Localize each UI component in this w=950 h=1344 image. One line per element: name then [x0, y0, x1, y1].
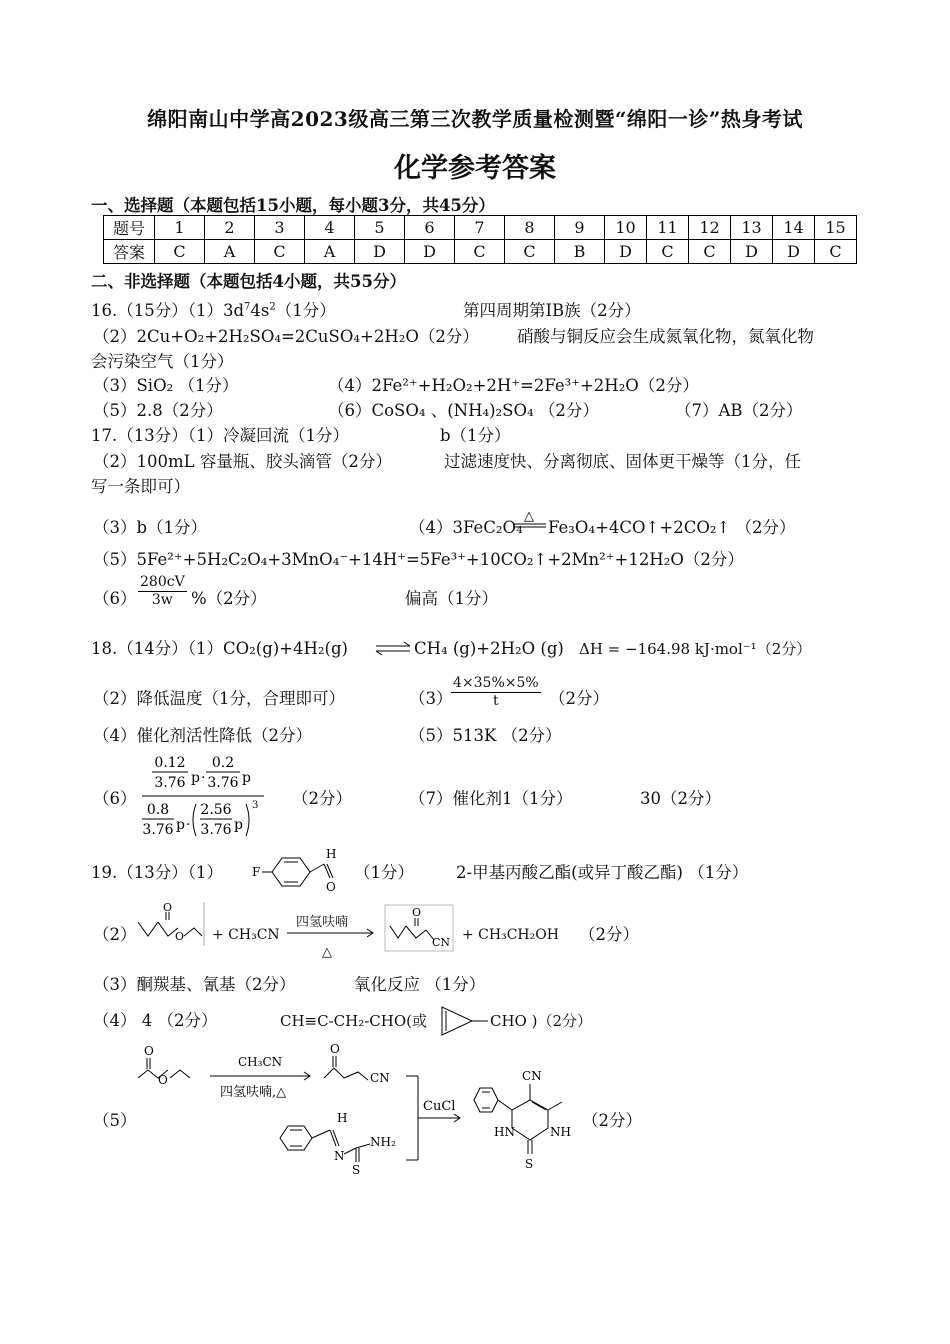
table-cell-number: 11	[647, 216, 689, 240]
heat-arrow-icon	[512, 506, 548, 532]
q19-l5b: （2分）	[582, 1111, 642, 1130]
table-cell-answer: D	[773, 240, 815, 264]
table-header-answer: 答案	[104, 240, 155, 264]
table-cell-number: 10	[605, 216, 647, 240]
table-cell-number: 13	[731, 216, 773, 240]
doc-subtitle: 化学参考答案	[394, 153, 556, 184]
ketonitrile-structure	[384, 904, 456, 954]
synthesis-route	[130, 1040, 650, 1180]
q19-l2cond2: △	[322, 945, 332, 960]
kp-expression	[138, 752, 268, 842]
q17-l2b: 过滤速度快、分离彻底、固体更干燥等（1分，任	[444, 452, 801, 471]
table-cell-number: 5	[355, 216, 405, 240]
kp-t9: 3	[252, 800, 259, 811]
atom-s1: S	[352, 1163, 361, 1177]
q18-l2a: （2）降低温度（1分，合理即可）	[93, 689, 345, 708]
route-catalyst: CuCl	[423, 1099, 456, 1114]
table-header-number: 题号	[104, 216, 155, 240]
svg-text:H: H	[337, 1111, 348, 1125]
section-1-heading: 一、选择题（本题包括15小题，每小题3分，共45分）	[91, 196, 495, 215]
atom-h1: H	[326, 847, 337, 861]
q19-l3b: 氧化反应 （1分）	[354, 975, 486, 994]
table-cell-answer: C	[647, 240, 689, 264]
q16-l1a: 16.（15分）（1）3d	[91, 301, 245, 320]
q19-l2b: + CH₃CN	[212, 927, 280, 943]
q18-l2b: （3）	[409, 689, 453, 708]
q18-l4d: 30（2分）	[640, 789, 721, 808]
table-cell-answer: A	[305, 240, 355, 264]
table-cell-answer: D	[355, 240, 405, 264]
svg-text:·: ·	[201, 770, 206, 786]
q17-l4c: Fe₃O₄+4CO↑+2CO₂↑ （2分）	[548, 518, 796, 537]
q16-l1b: 4s	[250, 301, 270, 320]
q19-l2a: （2）	[93, 925, 137, 944]
svg-text:O: O	[330, 1042, 340, 1056]
route-reagent: CH₃CN	[238, 1055, 283, 1069]
atom-hn: HN	[494, 1125, 515, 1139]
table-cell-number: 3	[255, 216, 305, 240]
q17-l4a: （3）b（1分）	[93, 518, 208, 537]
kp-t0: 0.12	[154, 755, 186, 771]
table-cell-number: 12	[689, 216, 731, 240]
q17-l1b: b（1分）	[440, 426, 511, 445]
table-cell-number: 14	[773, 216, 815, 240]
q17-l3: 写一条即可）	[91, 477, 190, 496]
q16-l2: （2）2Cu+O₂+2H₂SO₄=2CuSO₄+2H₂O（2分）	[93, 327, 479, 346]
atom-cn2: CN	[522, 1069, 542, 1083]
table-cell-answer: B	[555, 240, 605, 264]
q18-l2c: （2分）	[549, 689, 609, 708]
q18-frac-num: 4×35%×5%	[453, 675, 539, 691]
atom-f: F	[252, 865, 261, 879]
table-cell-number: 9	[555, 216, 605, 240]
table-cell-number: 2	[205, 216, 255, 240]
route-condition: 四氢呋喃,△	[220, 1085, 287, 1100]
section-2-heading: 二、非选择题（本题包括4小题，共55分）	[91, 272, 406, 291]
table-cell-answer: C	[255, 240, 305, 264]
q16-l2b: 硝酸与铜反应会生成氮氧化物，氮氧化物	[517, 327, 814, 346]
kp-t6: 2.56	[200, 802, 232, 818]
q19-l1c: 2-甲基丙酸乙酯(或异丁酸乙酯) （1分）	[456, 863, 749, 882]
q16-l4b: （4）2Fe²⁺+H₂O₂+2H⁺=2Fe³⁺+2H₂O（2分）	[328, 376, 699, 395]
q18-l1b: CH₄ (g)+2H₂O (g)	[414, 639, 564, 658]
ethyl-isobutyrate-structure	[134, 900, 206, 948]
table-cell-number: 1	[155, 216, 205, 240]
table-cell-answer: D	[605, 240, 647, 264]
q16-l3: 会污染空气（1分）	[91, 352, 234, 371]
q17-l6a: （6）	[93, 589, 137, 608]
q17-l5: （5）5Fe²⁺+5H₂C₂O₄+3MnO₄⁻+14H⁺=5Fe³⁺+10CO₂↑+2Mn²⁺+12H₂O（2分）	[93, 550, 744, 569]
svg-text:O: O	[144, 1044, 154, 1058]
q16-l5b: （6）CoSO₄ 、(NH₄)₂SO₄ （2分）	[328, 401, 599, 420]
answer-table-answer-row	[104, 240, 857, 264]
q19-l2cond1: 四氢呋喃	[296, 915, 349, 930]
atom-o4b: O	[412, 906, 422, 919]
table-cell-answer: A	[205, 240, 255, 264]
q18-l4a: （6）	[93, 789, 137, 808]
q19-l1b: （1分）	[354, 863, 414, 882]
equilibrium-arrow-icon	[374, 640, 412, 658]
q18-fraction	[451, 675, 541, 710]
q19-l4a: （4） 4 （2分）	[93, 1011, 218, 1030]
table-cell-number: 7	[455, 216, 505, 240]
answer-table	[103, 215, 857, 264]
kp-t8d: p	[234, 817, 243, 833]
q17-fraction	[138, 574, 187, 609]
table-cell-answer: C	[455, 240, 505, 264]
q19-l1a: 19.（13分）（1）	[91, 863, 223, 882]
atom-nh2: NH₂	[370, 1135, 396, 1149]
table-cell-answer: C	[689, 240, 731, 264]
atom-nh: NH	[550, 1125, 571, 1139]
kp-t2: 0.2	[211, 755, 235, 771]
q17-l1: 17.（13分）（1）冷凝回流（1分）	[91, 426, 349, 445]
table-cell-number: 8	[505, 216, 555, 240]
q18-l3a: （4）催化剂活性降低（2分）	[93, 726, 312, 745]
answer-table-number-row	[104, 216, 857, 240]
kp-t8a: p	[191, 770, 200, 786]
table-cell-answer: D	[405, 240, 455, 264]
doc-title: 绵阳南山中学高2023级高三第三次教学质量检测暨“绵阳一诊”热身考试	[147, 107, 803, 131]
atom-s2: S	[525, 1157, 534, 1171]
svg-text:N: N	[334, 1149, 345, 1163]
q18-l3b: （5）513K （2分）	[409, 726, 562, 745]
q16-l1c: （1分）	[275, 301, 336, 320]
table-cell-number: 6	[405, 216, 455, 240]
q19-l5a: （5）	[93, 1111, 137, 1130]
q19-l4b: CH≡C-CH₂-CHO(或	[280, 1012, 428, 1030]
q17-l6b: %（2分）	[191, 589, 267, 608]
svg-text:△: △	[524, 509, 534, 524]
table-cell-answer: C	[505, 240, 555, 264]
q17-frac-num: 280cV	[140, 574, 185, 590]
q16-l5c: （7）AB（2分）	[675, 401, 803, 420]
svg-text:·: ·	[186, 817, 191, 833]
kp-t5: 3.76	[142, 822, 174, 838]
reaction-arrow-icon	[285, 928, 377, 938]
q17-frac-den: 3w	[151, 592, 173, 608]
q18-l4c: （7）催化剂1（1分）	[409, 789, 573, 808]
kp-t3: 3.76	[207, 775, 239, 791]
table-cell-number: 4	[305, 216, 355, 240]
q17-l6c: 偏高（1分）	[405, 589, 498, 608]
table-cell-number: 15	[815, 216, 857, 240]
q18-l1c: ΔH = −164.98 kJ·mol⁻¹（2分）	[579, 640, 812, 658]
kp-t1: 3.76	[154, 775, 186, 791]
kp-t8b: p	[242, 770, 251, 786]
q16-l1d: 第四周期第ⅠB族（2分）	[463, 301, 641, 320]
atom-cn1: CN	[432, 936, 451, 949]
table-cell-answer: C	[155, 240, 205, 264]
atom-o1: O	[326, 880, 336, 894]
q18-frac-den: t	[493, 693, 499, 709]
svg-text:CN: CN	[370, 1071, 390, 1085]
q17-l4b: （4）3FeC₂O₄	[409, 518, 523, 537]
atom-o3: O	[175, 930, 185, 943]
fluorobenzaldehyde-structure	[250, 846, 350, 894]
cyclopropene-structure	[436, 1001, 490, 1041]
q17-l2: （2）100mL 容量瓶、胶头滴管（2分）	[93, 452, 392, 471]
q19-l2c: + CH₃CH₂OH	[462, 927, 559, 943]
q16-l5a: （5）2.8（2分）	[93, 401, 223, 420]
svg-text:O: O	[158, 1073, 168, 1087]
kp-t8c: p	[176, 817, 185, 833]
q18-l4b: （2分）	[292, 789, 352, 808]
q19-l3a: （3）酮羰基、氰基（2分）	[93, 975, 296, 994]
atom-o2: O	[163, 901, 173, 914]
q19-l2d: （2分）	[579, 925, 639, 944]
kp-t4: 0.8	[146, 802, 170, 818]
q16-line-1: 16.（15分）$(1)3d^74s^2(1$分）	[91, 301, 336, 320]
kp-t7: 3.76	[200, 822, 232, 838]
table-cell-answer: D	[731, 240, 773, 264]
table-cell-answer: C	[815, 240, 857, 264]
q19-l4c: CHO )（2分）	[490, 1012, 593, 1030]
q16-l4a: （3）SiO₂ （1分）	[93, 376, 239, 395]
q18-l1: 18.（14分）（1）CO₂(g)+4H₂(g)	[91, 639, 348, 658]
